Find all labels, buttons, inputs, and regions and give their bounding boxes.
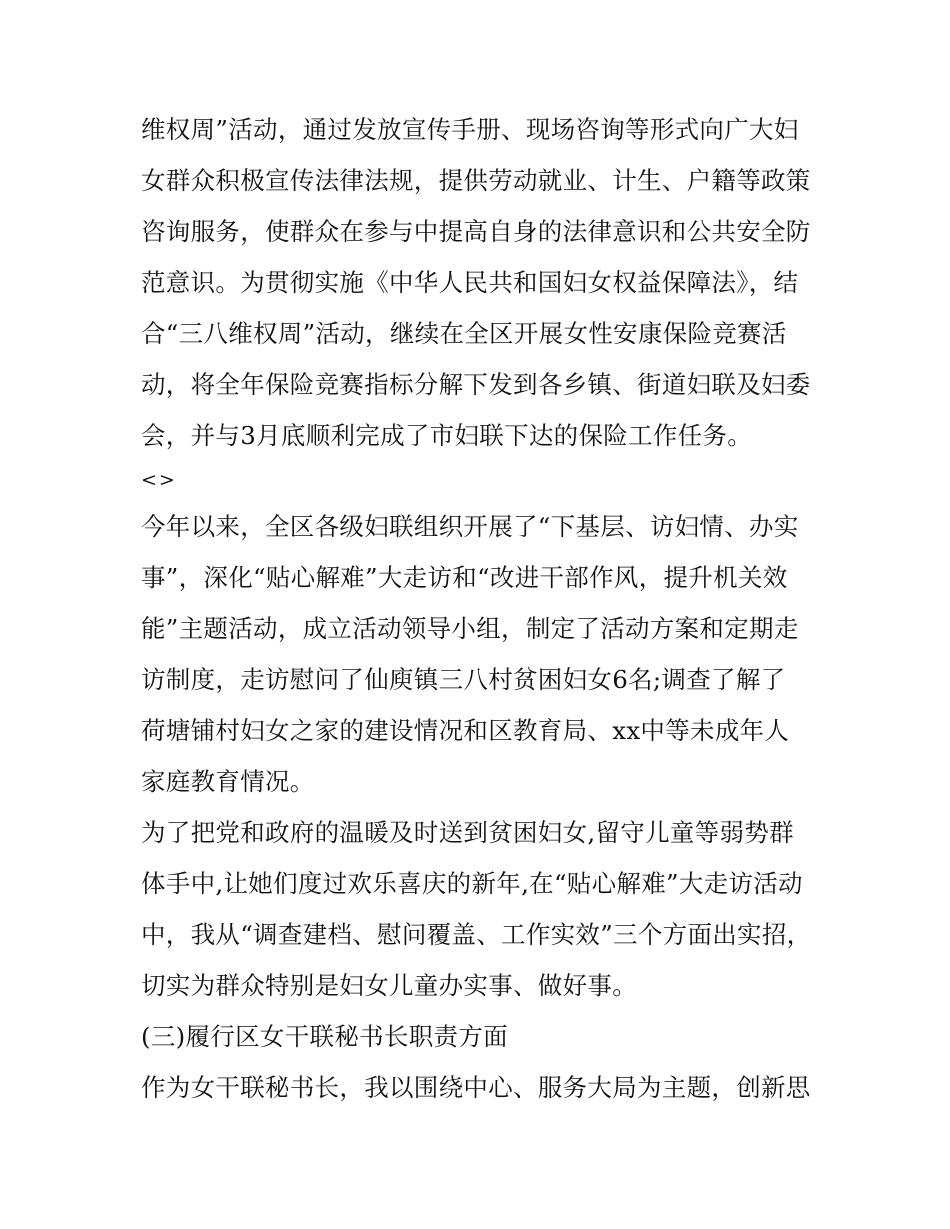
section-heading: (三)履行区女干联秘书长职责方面 (141, 1022, 508, 1051)
text-line: 能”主题活动，成立活动领导小组，制定了活动方案和定期走 (141, 614, 799, 643)
text-line: 家庭教育情况。 (141, 767, 315, 796)
text-line: 合“三八维权周”活动，继续在全区开展女性安康保险竞赛活 (141, 319, 787, 348)
text-line: 范意识。为贯彻实施《中华人民共和国妇女权益保障法》，结 (141, 268, 799, 297)
text-line: 为了把党和政府的温暖及时送到贫困妇女,留守儿童等弱势群 (141, 818, 794, 847)
text-line: 维权周”活动，通过发放宣传手册、现场咨询等形式向广大妇 (141, 115, 799, 144)
text-line: 作为女干联秘书长，我以围绕中心、服务大局为主题，创新思 (141, 1073, 811, 1102)
text-line: 女群众积极宣传法律法规，提供劳动就业、计生、户籍等政策 (141, 166, 811, 195)
text-line: 体手中,让她们度过欢乐喜庆的新年,在“贴心解难”大走访活动 (141, 869, 803, 898)
text-line: 会，并与3月底顺利完成了市妇联下达的保险工作任务。 (141, 421, 753, 450)
text-line: 访制度，走访慰问了仙庾镇三八村贫困妇女6名;调查了解了 (141, 665, 786, 694)
text-line: 中，我从“调查建档、慰问覆盖、工作实效”三个方面出实招， (141, 920, 812, 949)
text-line: 事”，深化“贴心解难”大走访和“改进干部作风，提升机关效 (141, 563, 788, 592)
text-line: 今年以来，全区各级妇联组织开展了“下基层、访妇情、办实 (141, 512, 799, 541)
text-line: 咨询服务，使群众在参与中提高自身的法律意识和公共安全防 (141, 217, 811, 246)
text-line: 切实为群众特别是妇女儿童办实事、做好事。 (141, 971, 637, 1000)
section-marker: <> (141, 469, 177, 491)
text-line: 荷塘铺村妇女之家的建设情况和区教育局、xx中等未成年人 (141, 716, 790, 745)
text-line: 动，将全年保险竞赛指标分解下发到各乡镇、街道妇联及妇委 (141, 370, 811, 399)
